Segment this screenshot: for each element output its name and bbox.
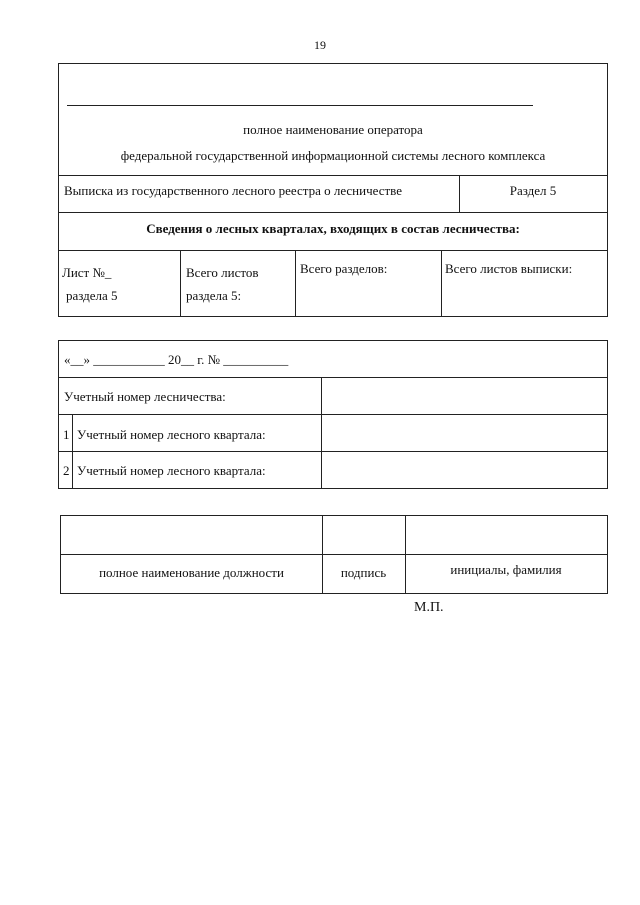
divider xyxy=(295,250,296,316)
divider xyxy=(59,212,607,213)
forestry-number-label: Учетный номер лесничества: xyxy=(64,389,226,404)
divider xyxy=(72,451,73,488)
total-sheets-cell xyxy=(186,261,259,307)
divider xyxy=(59,451,607,452)
quarter-number-label: Учетный номер лесного квартала: xyxy=(77,463,266,478)
signature-caption: подпись xyxy=(340,565,387,580)
sheet-number-label: Лист №_ xyxy=(62,265,112,280)
sheet-number-section: раздела 5 xyxy=(66,288,118,303)
quarter-number-label: Учетный номер лесного квартала: xyxy=(77,427,266,442)
operator-name-caption: полное наименование оператора xyxy=(243,122,423,137)
extract-title: Выписка из государственного лесного реестра о лесничестве xyxy=(64,183,403,198)
divider xyxy=(322,516,323,593)
position-caption: полное наименование должности xyxy=(99,565,284,580)
divider xyxy=(321,377,322,488)
divider xyxy=(405,516,406,593)
divider xyxy=(59,175,607,176)
divider xyxy=(72,414,73,451)
system-name: федеральной государственной информационной системы лесного комплекса xyxy=(120,148,546,163)
total-extract-sheets-label: Всего листов выписки: xyxy=(445,261,573,276)
row-number: 1 xyxy=(63,427,70,442)
section-label: Раздел 5 xyxy=(509,183,557,198)
divider xyxy=(59,250,607,251)
page-number: 19 xyxy=(314,38,326,52)
section-heading: Сведения о лесных кварталах, входящих в состав лесничества: xyxy=(146,221,520,236)
divider xyxy=(61,554,607,555)
stamp-place: М.П. xyxy=(414,600,444,615)
operator-name-line xyxy=(67,105,533,106)
divider xyxy=(59,414,607,415)
divider xyxy=(180,250,181,316)
divider xyxy=(59,377,607,378)
date-number-line: «__» ___________ 20__ г. № __________ xyxy=(64,352,289,367)
details-block xyxy=(58,340,608,489)
header-block xyxy=(58,63,608,317)
divider xyxy=(441,250,442,316)
total-sheets-section: раздела 5: xyxy=(186,288,242,303)
total-sections-label: Всего разделов: xyxy=(300,261,388,276)
sheet-number-cell xyxy=(62,261,118,307)
signature-block xyxy=(60,515,608,594)
name-caption: инициалы, фамилия xyxy=(450,562,562,577)
row-number: 2 xyxy=(63,463,70,478)
total-sheets-label: Всего листов xyxy=(186,265,259,280)
